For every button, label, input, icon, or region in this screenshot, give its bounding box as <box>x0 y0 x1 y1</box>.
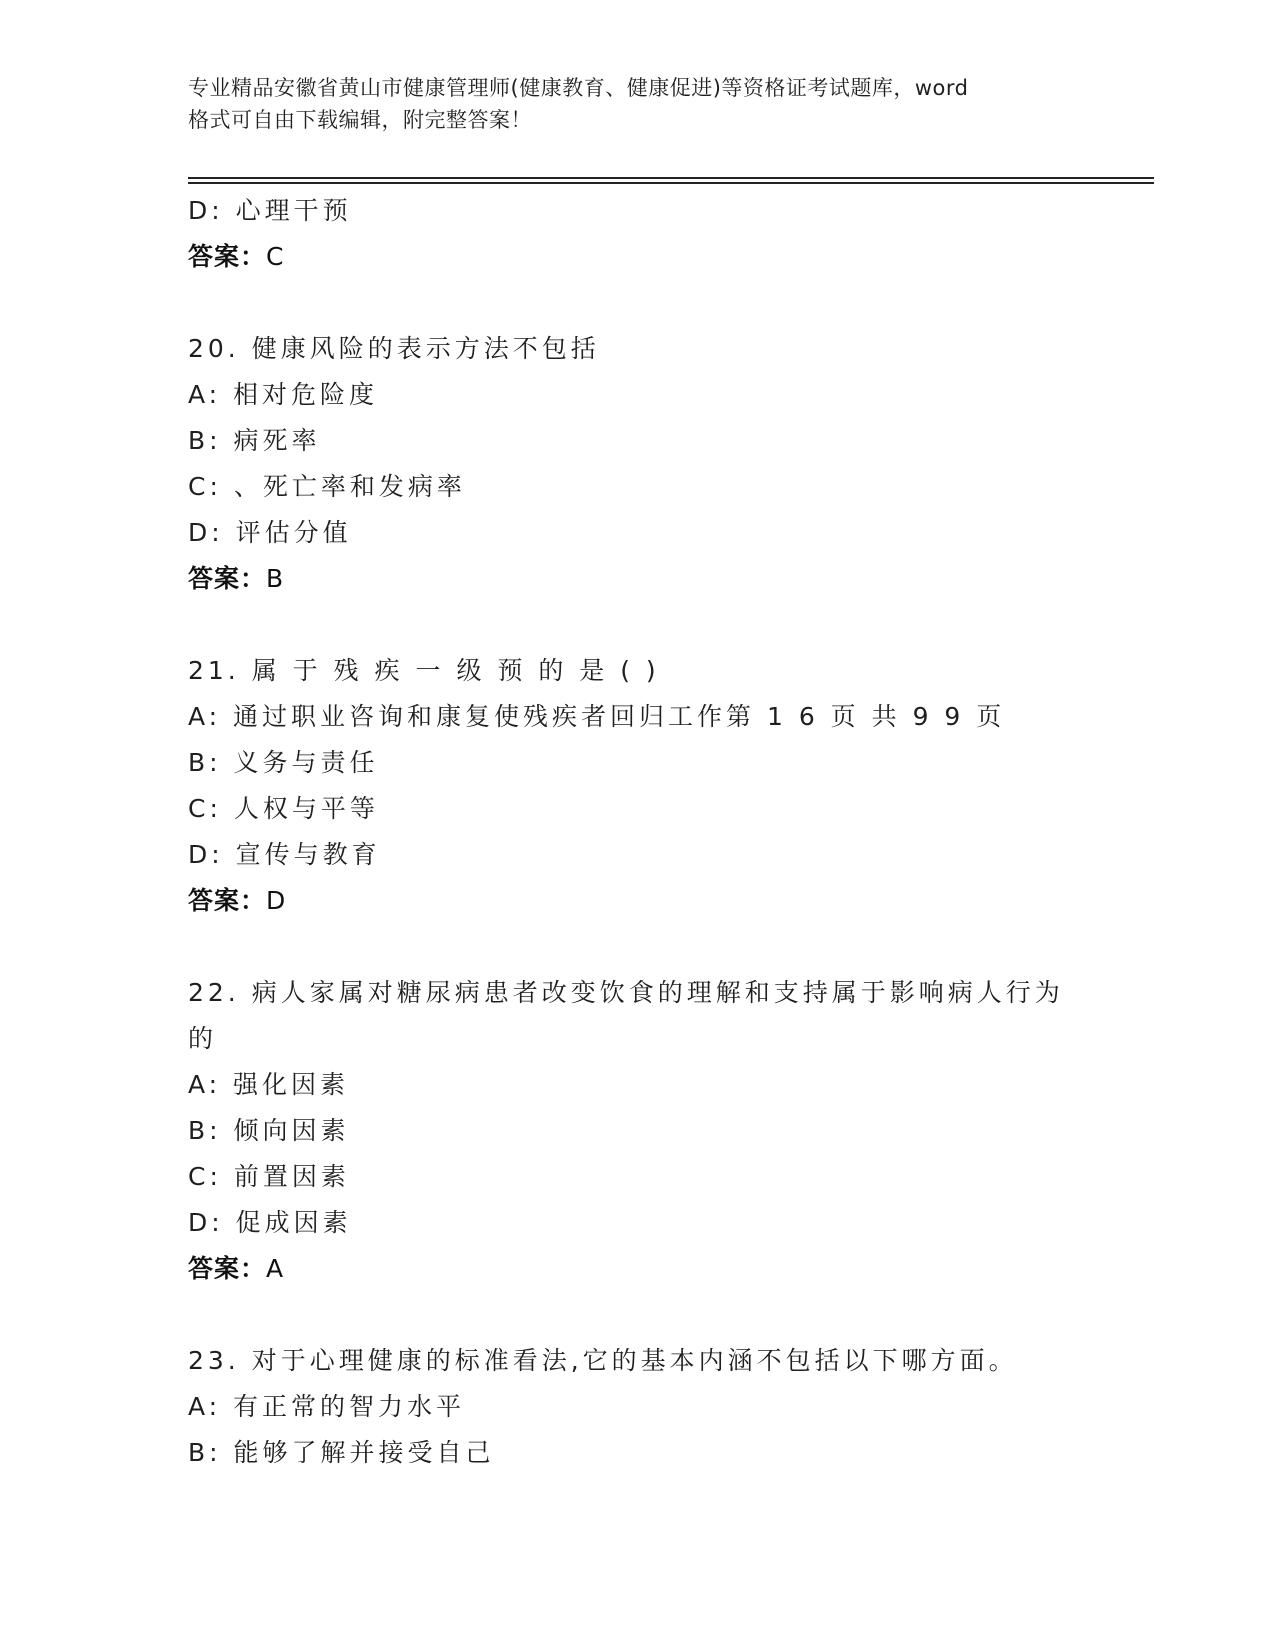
answer-label: 答案： <box>188 242 267 271</box>
option-b: B: 能够了解并接受自己 <box>188 1438 495 1467</box>
option-a: A: 相对危险度 <box>188 380 379 409</box>
answer-line <box>188 1246 1148 1292</box>
answer-value: A <box>266 1254 285 1283</box>
option-b: B: 义务与责任 <box>188 748 379 777</box>
question-list <box>188 188 1148 1476</box>
question-item <box>188 326 1148 602</box>
answer-line <box>188 556 1148 602</box>
answer-label: 答案： <box>188 564 267 593</box>
option-b: B: 倾向因素 <box>188 1116 350 1145</box>
answer-value: C <box>266 242 285 271</box>
option-d: D: 评估分值 <box>188 518 352 547</box>
header-line-1: 专业精品安徽省黄山市健康管理师(健康教育、健康促进)等资格证考试题库，word <box>188 76 969 100</box>
question-stem: 20. 健康风险的表示方法不包括 <box>188 334 600 363</box>
question-stem: 21. 属 于 残 疾 一 级 预 的 是 ( ) <box>188 656 660 685</box>
option-c: C: 人权与平等 <box>188 794 379 823</box>
answer-line <box>188 234 1148 280</box>
option-d: D: 促成因素 <box>188 1208 352 1237</box>
answer-line <box>188 878 1148 924</box>
question-stem: 22. 病人家属对糖尿病患者改变饮食的理解和支持属于影响病人行为的 <box>188 978 1064 1053</box>
option-d: D: 心理干预 <box>188 196 352 225</box>
header-divider-bottom <box>188 182 1154 184</box>
page-header <box>188 72 1088 136</box>
header-divider-top <box>188 177 1154 179</box>
option-a: A: 通过职业咨询和康复使残疾者回归工作第 1 6 页 共 9 9 页 <box>188 702 1006 731</box>
answer-value: D <box>266 886 287 915</box>
answer-value: B <box>266 564 285 593</box>
answer-label: 答案： <box>188 886 267 915</box>
option-c: C: 、死亡率和发病率 <box>188 472 466 501</box>
option-a: A: 强化因素 <box>188 1070 350 1099</box>
question-item <box>188 1338 1148 1476</box>
answer-label: 答案： <box>188 1254 267 1283</box>
option-c: C: 前置因素 <box>188 1162 350 1191</box>
question-item <box>188 970 1148 1292</box>
option-a: A: 有正常的智力水平 <box>188 1392 466 1421</box>
option-b: B: 病死率 <box>188 426 321 455</box>
question-stem: 23. 对于心理健康的标准看法,它的基本内涵不包括以下哪方面。 <box>188 1346 1018 1375</box>
header-line-2: 格式可自由下载编辑，附完整答案！ <box>188 108 532 132</box>
option-d: D: 宣传与教育 <box>188 840 381 869</box>
question-item <box>188 648 1148 924</box>
